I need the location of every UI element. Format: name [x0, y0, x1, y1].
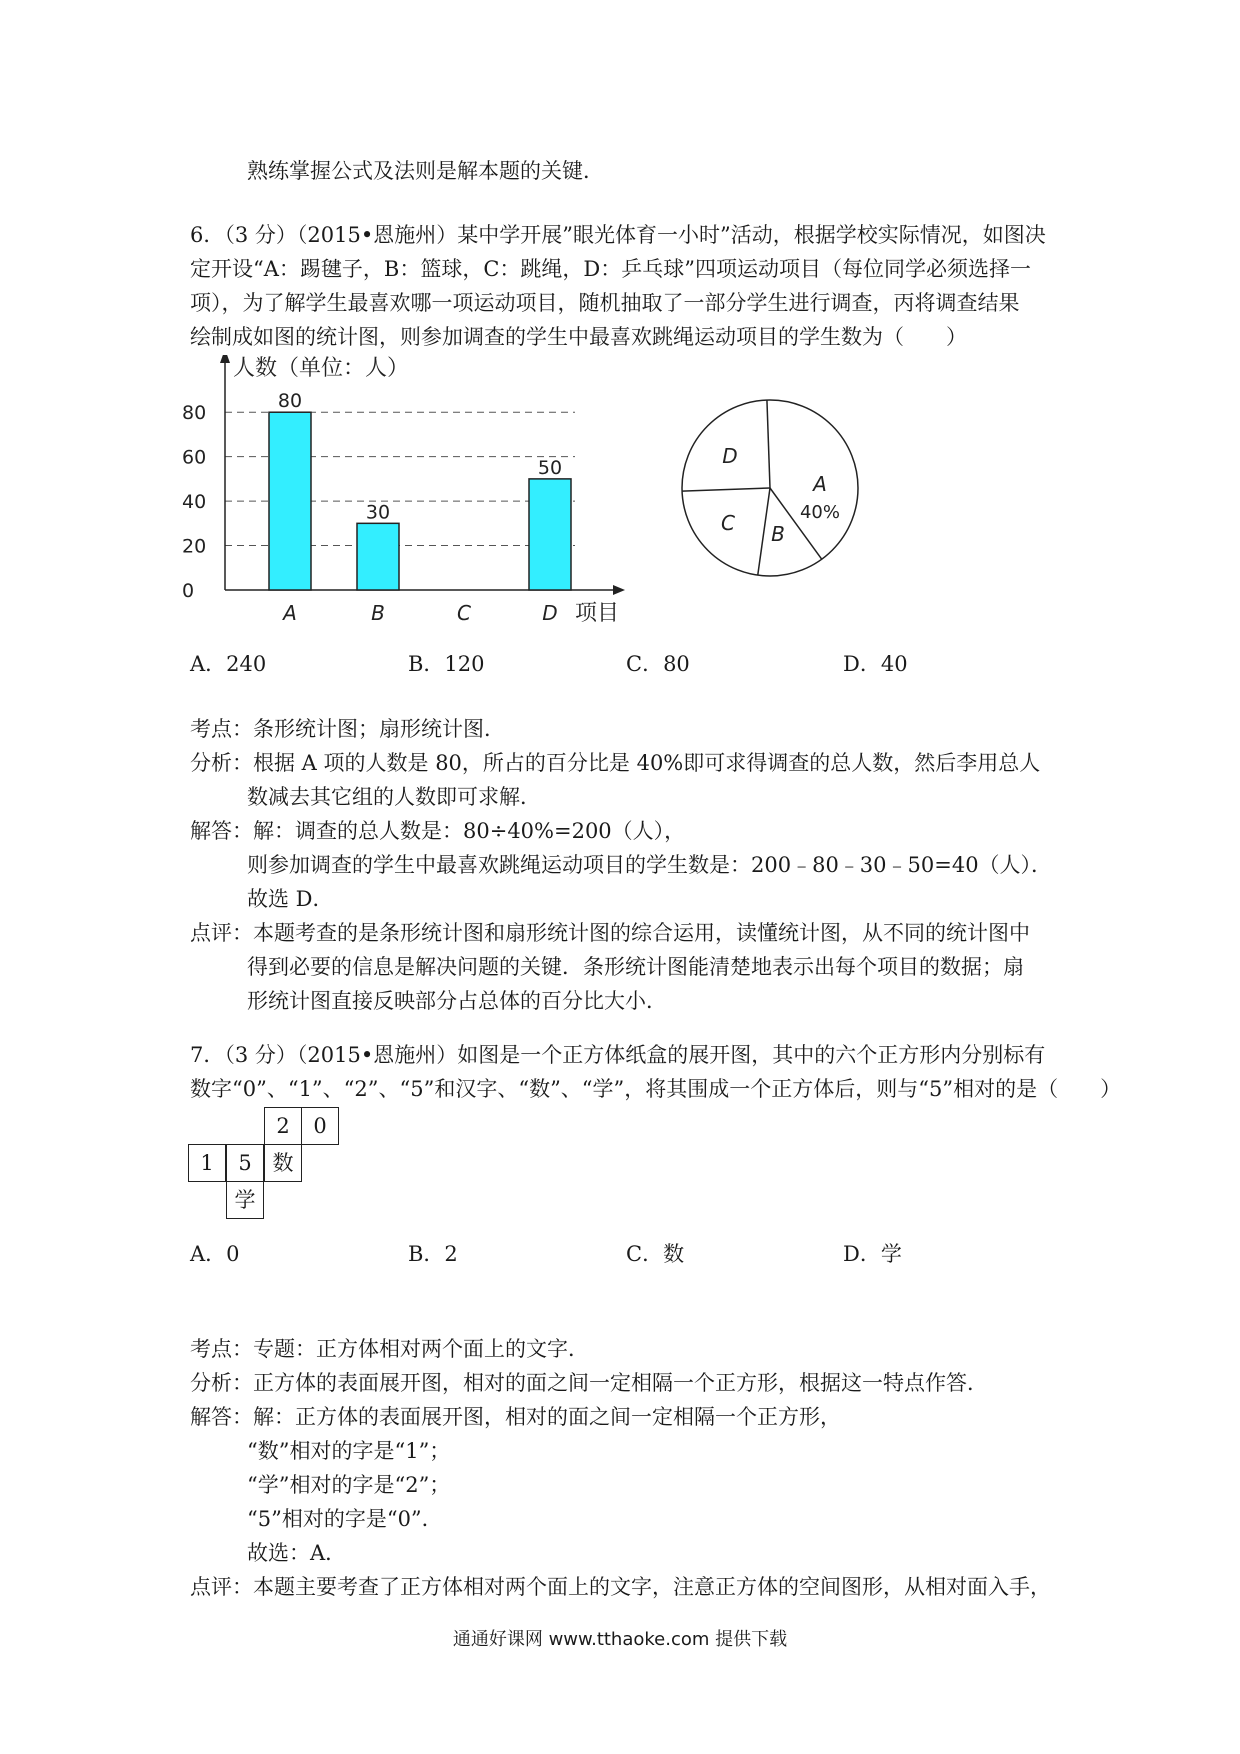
q7-option-b[interactable]: B．2	[408, 1242, 458, 1266]
q6-stem-line: 6．（3 分）（2015•恩施州）某中学开展”眼光体育一小时”活动，根据学校实际情况，如图决	[190, 223, 1046, 247]
q7-fenxi: 分析：正方体的表面展开图，相对的面之间一定相隔一个正方形，根据这一特点作答．	[190, 1371, 988, 1395]
y-axis-arrow	[220, 355, 230, 363]
x-axis-arrow	[613, 585, 625, 595]
q6-jieda-line: 则参加调查的学生中最喜欢跳绳运动项目的学生数是：200﹣80﹣30﹣50=40（人）．	[247, 853, 1053, 877]
y-tick-label: 40	[182, 491, 207, 514]
q6-option-b[interactable]: B．120	[408, 652, 485, 676]
footer: 通通好课网 www.tthaoke.com 提供下载	[452, 1629, 788, 1650]
q7-stem-line: 7．（3 分）（2015•恩施州）如图是一个正方体纸盒的展开图，其中的六个正方形内分别标有	[190, 1043, 1046, 1067]
net-cell: 1	[188, 1144, 226, 1182]
q6-jieda-line: 故选 D．	[247, 887, 334, 911]
q6-jieda-line: 解答：解：调查的总人数是：80÷40%=200（人），	[190, 819, 686, 843]
q7-stem-line: 数字“0”、“1”、“2”、“5”和汉字、“数”、“学”，将其围成一个正方体后，则与“5”相对的是（ ）	[190, 1077, 1122, 1101]
q6-option-d[interactable]: D．40	[843, 652, 908, 676]
x-tick-label: C	[457, 601, 471, 625]
pie-slice-label: A	[813, 472, 827, 496]
q6-option-c[interactable]: C．80	[626, 652, 690, 676]
q6-stem-line: 定开设“A：踢毽子，B：篮球，C：跳绳，D：乒乓球”四项运动项目（每位同学必须选择一	[190, 257, 1031, 281]
q7-dianping: 点评：本题主要考查了正方体相对两个面上的文字，注意正方体的空间图形，从相对面入手，	[190, 1575, 1051, 1599]
y-tick-label: 80	[182, 402, 207, 425]
x-axis-label: 项目	[575, 601, 620, 626]
q6-dianping-line: 得到必要的信息是解决问题的关键．条形统计图能清楚地表示出每个项目的数据；扇	[247, 955, 1024, 979]
q6-dianping-line: 形统计图直接反映部分占总体的百分比大小．	[247, 989, 667, 1013]
bar-chart	[180, 355, 640, 635]
q7-option-a[interactable]: A．0	[190, 1242, 240, 1266]
x-tick-label: A	[283, 601, 297, 625]
q6-fenxi-line: 数减去其它组的人数即可求解．	[247, 785, 541, 809]
bar	[269, 412, 311, 590]
bar-data-label: 80	[277, 390, 303, 413]
net-cell: 2	[264, 1107, 302, 1145]
q7-jieda-line: 故选：A．	[247, 1541, 347, 1565]
cube-net	[188, 1107, 348, 1227]
y-tick-label: 0	[182, 580, 195, 602]
q6-stem	[190, 218, 1070, 354]
q6-option-a[interactable]: A．240	[190, 652, 267, 676]
q7-stem	[190, 1038, 1122, 1106]
q6-fenxi-line: 分析：根据 A 项的人数是 80，所占的百分比是 40%即可求得调查的总人数，然后李用总人	[190, 751, 1041, 775]
y-axis-label: 人数（单位：人）	[233, 356, 410, 381]
pie-slice-label: D	[722, 444, 738, 468]
q7-option-d[interactable]: D．学	[843, 1242, 902, 1266]
q7-kaodian: 考点：专题：正方体相对两个面上的文字．	[190, 1337, 589, 1361]
q6-stem-line: 项），为了解学生最喜欢哪一项运动项目，随机抽取了一部分学生进行调查，丙将调查结果	[190, 291, 1020, 315]
net-cell: 5	[226, 1144, 264, 1182]
pie-percent-label: 40%	[799, 502, 841, 523]
net-cell: 数	[264, 1144, 302, 1182]
bar-chart-svg	[180, 355, 640, 635]
bar-data-label: 30	[365, 501, 391, 524]
pie-slice-label: C	[721, 511, 735, 535]
q7-jieda-line: “5”相对的字是“0”．	[247, 1507, 443, 1531]
x-tick-label: D	[542, 601, 558, 625]
q6-kaodian: 考点：条形统计图；扇形统计图．	[190, 717, 505, 741]
q7-jieda-line: “数”相对的字是“1”；	[247, 1439, 451, 1463]
q7-option-c[interactable]: C．数	[626, 1242, 685, 1266]
pie-slice-border	[767, 400, 770, 488]
net-cell: 0	[301, 1107, 339, 1145]
q6-stem-line: 绘制成如图的统计图，则参加调查的学生中最喜欢跳绳运动项目的学生数为（ ）	[190, 325, 967, 349]
bar-data-label: 50	[537, 456, 563, 479]
top-line: 熟练掌握公式及法则是解本题的关键．	[247, 159, 604, 183]
q7-solution	[190, 1332, 1070, 1604]
pie-slice-label: B	[771, 522, 785, 546]
bar	[529, 479, 571, 590]
net-cell: 学	[226, 1181, 264, 1219]
q7-jieda-line: 解答：解：正方体的表面展开图，相对的面之间一定相隔一个正方形，	[190, 1405, 841, 1429]
q6-solution	[190, 712, 1070, 1018]
pie-chart	[670, 395, 870, 595]
y-tick-label: 60	[182, 446, 207, 469]
pie-slice-border	[758, 488, 770, 575]
pie-chart-svg	[670, 395, 870, 595]
pie-slice-border	[682, 488, 770, 491]
y-tick-label: 20	[182, 535, 207, 558]
q6-dianping-line: 点评：本题考查的是条形统计图和扇形统计图的综合运用，读懂统计图，从不同的统计图中	[190, 921, 1030, 945]
bar	[357, 523, 399, 590]
x-tick-label: B	[371, 601, 385, 625]
q7-jieda-line: “学”相对的字是“2”；	[247, 1473, 451, 1497]
